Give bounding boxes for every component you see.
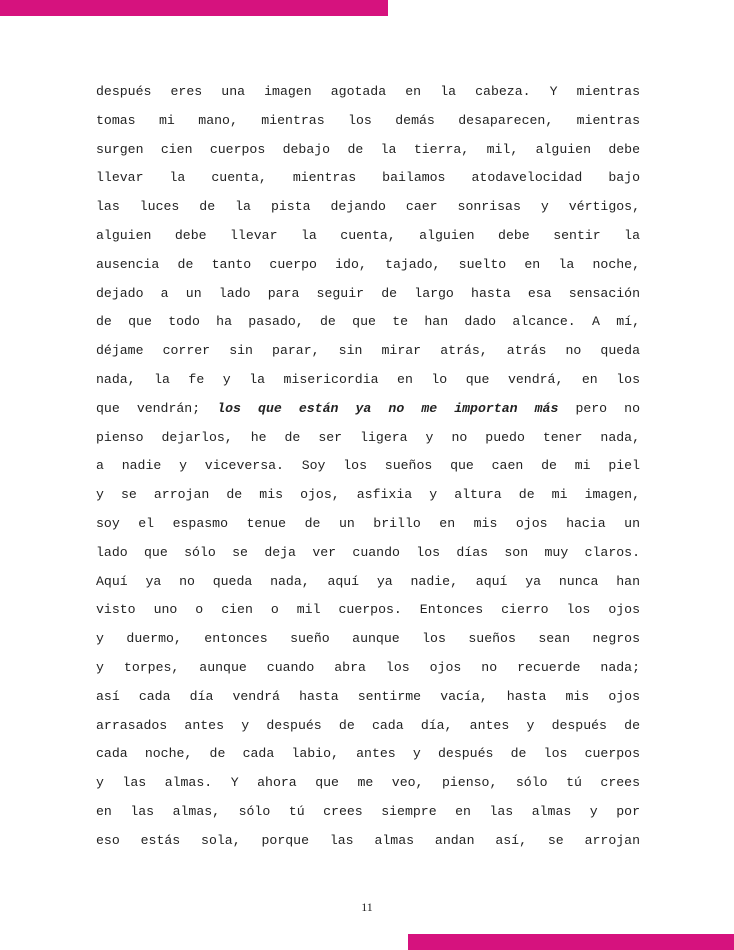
body-text — [96, 78, 640, 856]
text-line: visto uno o cien o mil cuerpos. Entonces cierro los ojos — [96, 602, 640, 618]
text-line: ausencia de tanto cuerpo ido, tajado, suelto en la noche, — [96, 256, 640, 272]
text-line: y las almas. Y ahora que me veo, pienso, sólo tú crees — [96, 775, 640, 791]
text-line: soy el espasmo tenue de un brillo en mis ojos hacia un — [96, 515, 640, 531]
text-line: arrasados antes y después de cada día, antes y después de — [96, 717, 640, 733]
text-segment: pero no — [558, 400, 640, 416]
text-line: Aquí ya no queda nada, aquí ya nadie, aquí ya nunca han — [96, 573, 640, 589]
emphasized-text: los que están ya no me importan más — [217, 400, 559, 416]
text-line: a nadie y viceversa. Soy los sueños que caen de mi piel — [96, 458, 640, 474]
text-line: y duermo, entonces sueño aunque los sueños sean negros — [96, 631, 640, 647]
text-line: nada, la fe y la misericordia en lo que vendrá, en los — [96, 371, 640, 387]
text-line: llevar la cuenta, mientras bailamos atodavelocidad bajo — [96, 170, 640, 186]
page-number: 11 — [361, 900, 373, 914]
text-line: de que todo ha pasado, de que te han dado alcance. A mí, — [96, 314, 640, 330]
text-segment: que vendrán; — [96, 400, 218, 416]
text-line: alguien debe llevar la cuenta, alguien debe sentir la — [96, 227, 640, 243]
text-line: lado que sólo se deja ver cuando los días son muy claros. — [96, 544, 640, 560]
text-line: tomas mi mano, mientras los demás desaparecen, mientras — [96, 112, 640, 128]
text-line: después eres una imagen agotada en la cabeza. Y mientras — [96, 84, 640, 99]
text-line: en las almas, sólo tú crees siempre en las almas y por — [96, 803, 640, 819]
text-line-with-emphasis — [96, 395, 640, 424]
text-line: eso estás sola, porque las almas andan así, se arrojan — [96, 832, 640, 848]
text-line: cada noche, de cada labio, antes y después de los cuerpos — [96, 746, 640, 762]
bottom-accent-bar — [408, 934, 734, 950]
text-line: así cada día vendrá hasta sentirme vacía, hasta mis ojos — [96, 688, 640, 704]
text-line: pienso dejarlos, he de ser ligera y no puedo tener nada, — [96, 429, 640, 445]
top-accent-bar — [0, 0, 388, 16]
text-line: déjame correr sin parar, sin mirar atrás, atrás no queda — [96, 343, 640, 359]
text-line: y se arrojan de mis ojos, asfixia y altura de mi imagen, — [96, 487, 640, 503]
text-line: dejado a un lado para seguir de largo hasta esa sensación — [96, 285, 640, 301]
text-line: surgen cien cuerpos debajo de la tierra, mil, alguien debe — [96, 141, 640, 157]
text-line: y torpes, aunque cuando abra los ojos no recuerde nada; — [96, 659, 640, 675]
text-line: las luces de la pista dejando caer sonrisas y vértigos, — [96, 199, 640, 215]
